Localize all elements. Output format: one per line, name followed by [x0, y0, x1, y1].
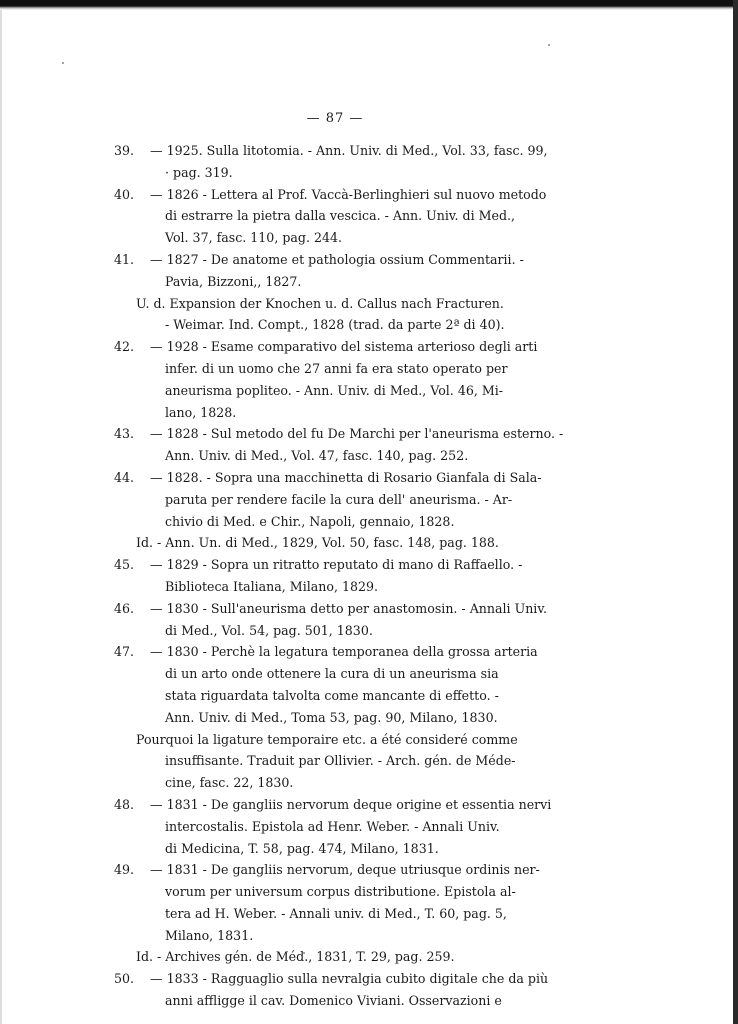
entry-first-line: [114, 859, 558, 881]
entry-continuation-line: [114, 576, 558, 598]
entry-number: 48.: [114, 796, 135, 812]
entry-text: — 1833 - Ragguaglio sulla nevralgia cubito digitale che da più: [150, 971, 549, 987]
entry-text: aneurisma popliteo. - Ann. Univ. di Med., Vol. 46, Mi-: [165, 382, 504, 398]
scan-speck: [62, 62, 64, 64]
entry-continuation-line: [114, 903, 558, 925]
entry-first-line: [114, 140, 558, 162]
scan-left-shadow: [0, 10, 2, 1024]
entry-first-line: [114, 968, 558, 990]
entry-continuation-line: [114, 663, 558, 685]
entry-first-line: [114, 336, 558, 358]
entry-continuation-line: [114, 881, 558, 903]
entry-text: vorum per universum corpus distributione. Epistola al-: [165, 884, 516, 900]
entry-text: — 1928 - Esame comparativo del sistema arterioso degli arti: [150, 339, 538, 355]
entry-text: Ann. Univ. di Med., Vol. 47, fasc. 140, pag. 252.: [165, 448, 469, 464]
entry-text: cine, fasc. 22, 1830.: [165, 775, 294, 791]
entry-text: tera ad H. Weber. - Annali univ. di Med., T. 60, pag. 5,: [165, 905, 507, 921]
entry-text: — 1828. - Sopra una macchinetta di Rosario Gianfala di Sala-: [150, 469, 542, 485]
entry-text: Id. - Ann. Un. di Med., 1829, Vol. 50, fasc. 148, pag. 188.: [136, 535, 499, 551]
entry-number: 46.: [114, 600, 135, 616]
entry-continuation-line: [114, 271, 558, 293]
entry-text: stata riguardata talvolta come mancante di effetto. -: [165, 687, 499, 703]
entry-continuation-line: [114, 990, 558, 1012]
entry-text: di un arto onde ottenere la cura di un aneurisma sia: [165, 666, 499, 682]
entry-text: — 1830 - Sull'aneurisma detto per anastomosin. - Annali Univ.: [150, 600, 547, 616]
entry-text: Id. - Archives gén. de Méd., 1831, T. 29, pag. 259.: [136, 949, 455, 965]
entry-text: — 1830 - Perchè la legatura temporanea della grossa arteria: [150, 644, 538, 660]
entry-number: 40.: [114, 186, 135, 202]
entry-translation-continuation: [114, 772, 558, 794]
entry-text: Vol. 37, fasc. 110, pag. 244.: [165, 230, 343, 246]
entry-continuation-line: [114, 816, 558, 838]
entry-first-line: [114, 249, 558, 271]
entry-text: intercostalis. Epistola ad Henr. Weber. - Annali Univ.: [165, 818, 500, 834]
entry-first-line: [114, 467, 558, 489]
scan-right-edge: [733, 0, 738, 1024]
entry-first-line: [114, 794, 558, 816]
entry-translation-line: [114, 946, 558, 968]
entry-continuation-line: [114, 227, 558, 249]
entry-number: 43.: [114, 426, 135, 442]
entry-text: Pavia, Bizzoni,, 1827.: [165, 273, 302, 289]
entry-number: 39.: [114, 143, 135, 158]
entry-text: infer. di un uomo che 27 anni fa era stato operato per: [165, 360, 508, 376]
entry-continuation-line: [114, 685, 558, 707]
entry-text: — 1827 - De anatome et pathologia ossium Commentarii. -: [150, 251, 524, 267]
entry-number: 50.: [114, 971, 135, 987]
entry-text: Milano, 1831.: [165, 927, 254, 943]
entry-text: anni affligge il cav. Domenico Viviani. Osservazioni e: [165, 993, 502, 1009]
entry-continuation-line: [114, 380, 558, 402]
bibliography-list: [114, 140, 564, 1012]
page-number: — 87 —: [306, 111, 364, 126]
entry-continuation-line: [114, 205, 558, 227]
scan-speck: [548, 44, 550, 46]
entry-text: Biblioteca Italiana, Milano, 1829.: [165, 578, 379, 594]
entry-text: Ann. Univ. di Med., Toma 53, pag. 90, Milano, 1830.: [165, 709, 498, 725]
entry-text: — 1925. Sulla litotomia. - Ann. Univ. di Med., Vol. 33, fasc. 99,: [150, 143, 548, 158]
entry-first-line: [114, 554, 558, 576]
entry-continuation-line: [114, 358, 558, 380]
entry-translation-continuation: [114, 750, 558, 772]
entry-continuation-line: [114, 707, 558, 729]
entry-number: 41.: [114, 251, 135, 267]
entry-continuation-line: [114, 445, 558, 467]
entry-number: 47.: [114, 644, 135, 660]
entry-first-line: [114, 184, 558, 206]
entry-text: — 1828 - Sul metodo del fu De Marchi per l'aneurisma esterno. -: [150, 426, 564, 442]
entry-text: - Weimar. Ind. Compt., 1828 (trad. da parte 2ª di 40).: [165, 317, 505, 333]
entry-continuation-line: [114, 925, 558, 947]
entry-number: 49.: [114, 862, 135, 878]
entry-first-line: [114, 423, 564, 445]
entry-text: — 1831 - De gangliis nervorum deque origine et essentia nervi: [150, 796, 552, 812]
entry-translation-line: [114, 532, 558, 554]
entry-first-line: [114, 641, 558, 663]
entry-translation-line: [114, 293, 558, 315]
entry-text: · pag. 319.: [165, 164, 233, 180]
entry-text: lano, 1828.: [165, 404, 237, 420]
entry-continuation-line: [114, 620, 558, 642]
entry-text: insuffisante. Traduit par Ollivier. - Arch. gén. de Méde-: [165, 753, 516, 769]
entry-text: — 1826 - Lettera al Prof. Vaccà-Berlinghieri sul nuovo metodo: [150, 186, 547, 202]
entry-text: Pourquoi la ligature temporaire etc. a été consideré comme: [136, 731, 518, 747]
entry-continuation-line: [114, 402, 558, 424]
entry-first-line: [114, 598, 558, 620]
entry-text: di estrarre la pietra dalla vescica. - Ann. Univ. di Med.,: [165, 208, 516, 224]
entry-text: chivio di Med. e Chir., Napoli, gennaio, 1828.: [165, 513, 455, 529]
entry-continuation-line: [114, 162, 558, 184]
entry-text: — 1831 - De gangliis nervorum, deque utriusque ordinis ner-: [150, 862, 540, 878]
entry-text: paruta per rendere facile la cura dell' aneurisma. - Ar-: [165, 491, 513, 507]
entry-text: di Medicina, T. 58, pag. 474, Milano, 1831.: [165, 840, 439, 856]
entry-continuation-line: [114, 511, 558, 533]
entry-number: 44.: [114, 469, 135, 485]
entry-text: U. d. Expansion der Knochen u. d. Callus nach Fracturen.: [136, 295, 504, 311]
entry-translation-continuation: [114, 314, 558, 336]
entry-number: 45.: [114, 557, 135, 573]
entry-continuation-line: [114, 838, 558, 860]
entry-continuation-line: [114, 489, 558, 511]
entry-translation-line: [114, 729, 558, 751]
entry-text: — 1829 - Sopra un ritratto reputato di mano di Raffaello. -: [150, 557, 523, 573]
scan-top-edge: [0, 0, 738, 10]
entry-number: 42.: [114, 339, 135, 355]
entry-text: di Med., Vol. 54, pag. 501, 1830.: [165, 622, 373, 638]
